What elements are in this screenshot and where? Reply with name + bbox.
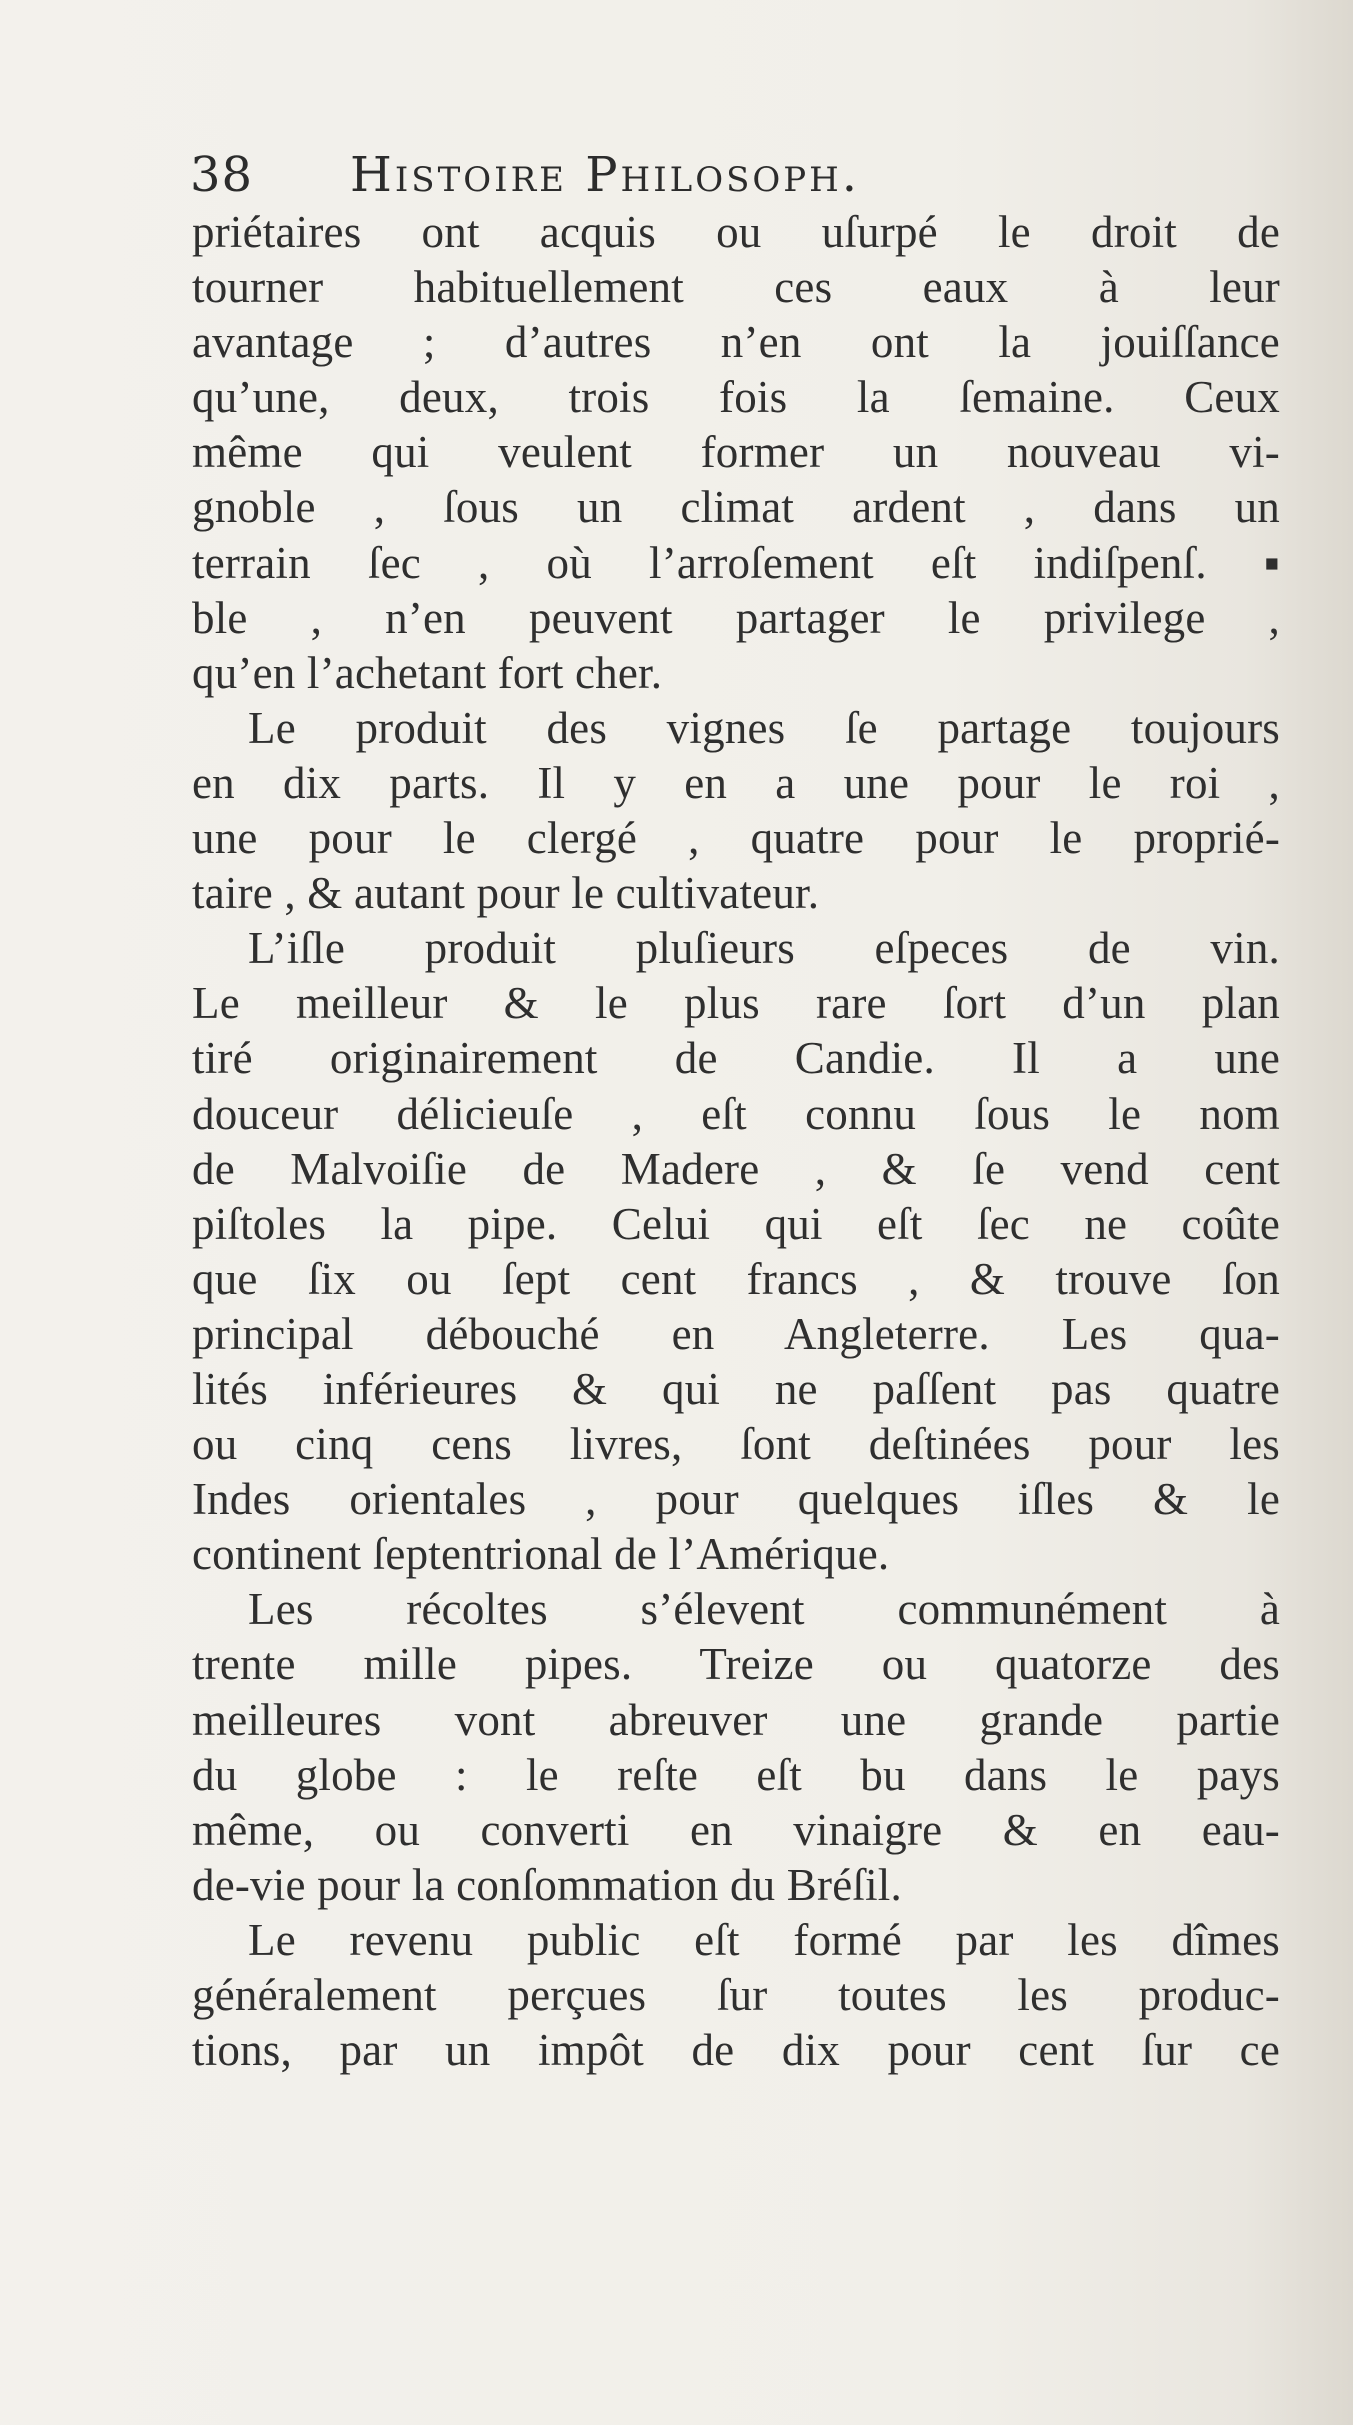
text-line: qu’une, deux, trois fois la ſemaine. Ceux — [192, 372, 1280, 423]
text-line: tions, par un impôt de dix pour cent ſur ce — [192, 2025, 1280, 2076]
text-line: de-vie pour la conſommation du Bréſil. — [192, 1859, 902, 1910]
paragraph — [192, 1913, 1280, 2078]
paragraph — [192, 205, 1280, 701]
text-line: du globe : le reſte eſt bu dans le pays — [192, 1749, 1280, 1800]
text-line: tourner habituellement ces eaux à leur — [192, 262, 1280, 313]
text-line: Le meilleur & le plus rare ſort d’un plan — [192, 978, 1280, 1029]
text-line: Le revenu public eſt formé par les dîmes — [248, 1914, 1280, 1965]
text-line: terrain ſec , où l’arroſement eſt indiſpenſ. ▪ — [192, 537, 1280, 588]
text-line: priétaires ont acquis ou uſurpé le droit de — [192, 207, 1280, 257]
page-header — [190, 140, 1190, 210]
text-line: meilleures vont abreuver une grande partie — [192, 1694, 1280, 1745]
text-line: Indes orientales , pour quelques iſles & le — [192, 1474, 1280, 1525]
text-line: ble , n’en peuvent partager le privilege , — [192, 592, 1280, 643]
text-line: douceur délicieuſe , eſt connu ſous le nom — [192, 1088, 1280, 1139]
text-line: une pour le clergé , quatre pour le proprié- — [192, 813, 1280, 864]
running-title: Histoire Philosoph. — [350, 147, 861, 203]
page-number: 38 — [190, 147, 254, 203]
paragraph — [192, 701, 1280, 921]
text-line: en dix parts. Il y en a une pour le roi , — [192, 757, 1280, 808]
text-line: même qui veulent former un nouveau vi- — [192, 427, 1280, 478]
paragraph — [192, 1582, 1280, 1913]
text-line: principal débouché en Angleterre. Les qua- — [192, 1308, 1280, 1359]
text-line: de Malvoiſie de Madere , & ſe vend cent — [192, 1143, 1280, 1194]
text-line: piſtoles la pipe. Celui qui eſt ſec ne coûte — [192, 1198, 1280, 1249]
paragraph — [192, 921, 1280, 1582]
text-line: gnoble , ſous un climat ardent , dans un — [192, 482, 1280, 533]
text-line: généralement perçues ſur toutes les produc- — [192, 1970, 1280, 2020]
text-line: ou cinq cens livres, ſont deſtinées pour les — [192, 1419, 1280, 1470]
text-line: que ſix ou ſept cent francs , & trouve ſon — [192, 1253, 1280, 1304]
text-line: Les récoltes s’élevent communément à — [248, 1584, 1280, 1635]
text-line: Le produit des vignes ſe partage toujours — [248, 702, 1280, 753]
text-line: trente mille pipes. Treize ou quatorze des — [192, 1639, 1280, 1690]
text-line: continent ſeptentrional de l’Amérique. — [192, 1529, 890, 1580]
text-line: avantage ; d’autres n’en ont la jouiſſance — [192, 317, 1280, 368]
text-line: lités inférieures & qui ne paſſent pas quatre — [192, 1363, 1280, 1414]
text-line: qu’en l’achetant fort cher. — [192, 647, 663, 698]
text-line: taire , & autant pour le cultivateur. — [192, 868, 820, 919]
text-line: même, ou converti en vinaigre & en eau- — [192, 1804, 1280, 1855]
body-text — [192, 205, 1280, 2078]
text-line: L’iſle produit pluſieurs eſpeces de vin. — [248, 923, 1280, 974]
text-line: tiré originairement de Candie. Il a une — [192, 1033, 1280, 1084]
